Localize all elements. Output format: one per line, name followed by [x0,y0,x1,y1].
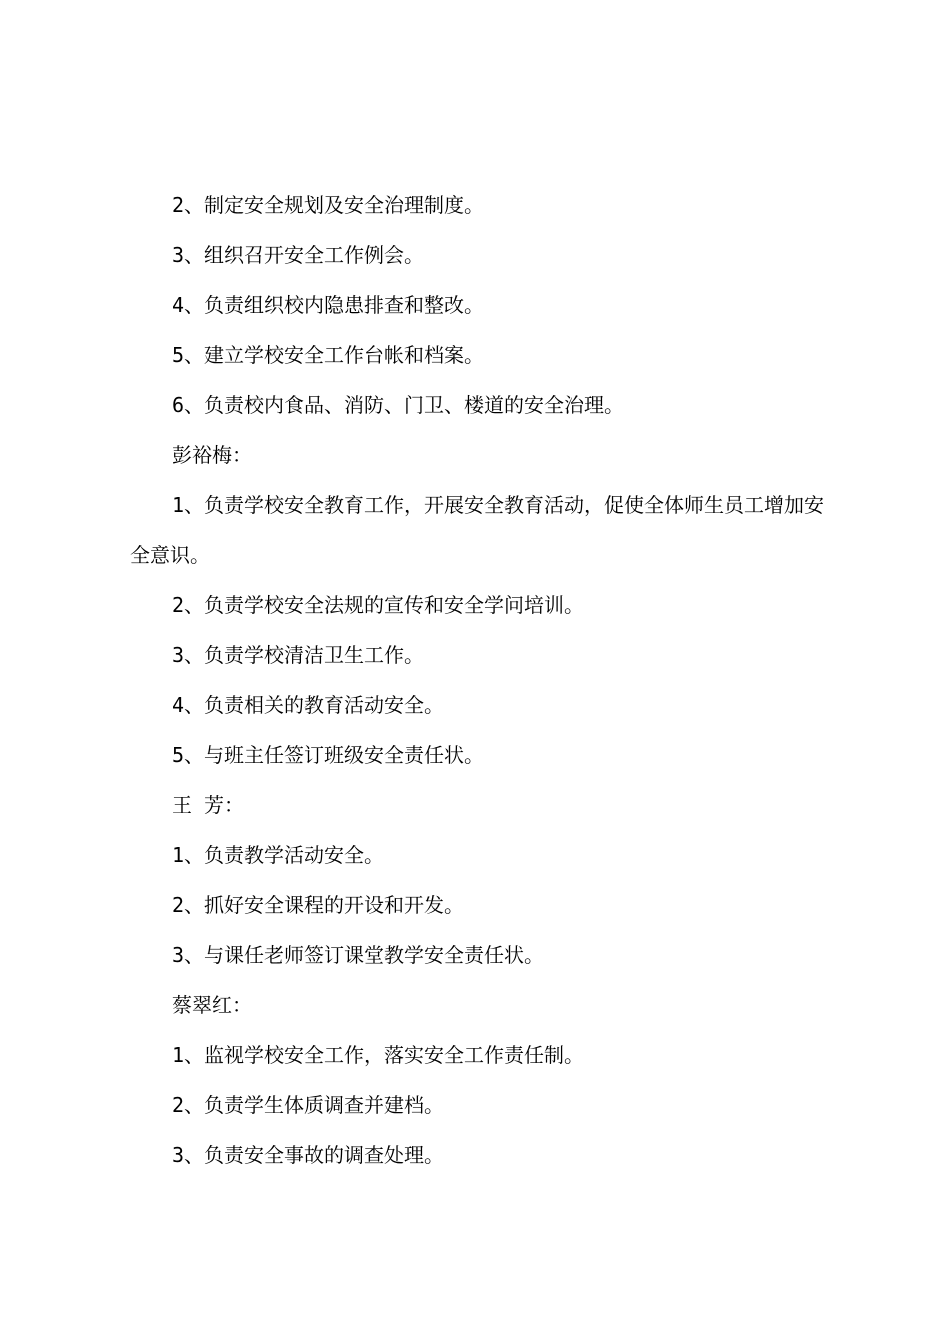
duty-item: 2、负责学生体质调查并建档。 [172,1093,445,1117]
duty-item: 3、负责安全事故的调查处理。 [172,1143,445,1167]
duty-item: 2、抓好安全课程的开设和开发。 [172,893,465,917]
duty-item: 3、与课任老师签订课堂教学安全责任状。 [172,943,545,967]
duty-item: 4、负责相关的教育活动安全。 [172,693,445,717]
duty-item: 3、负责学校清洁卫生工作。 [172,643,425,667]
duty-item: 5、建立学校安全工作台帐和档案。 [172,343,485,367]
duty-item: 4、负责组织校内隐患排查和整改。 [172,293,485,317]
document-body [130,180,830,1180]
duty-item: 1、负责学校安全教育工作，开展安全教育活动，促使全体师生员工增加安全意识。 [130,493,825,567]
duty-item: 2、制定安全规划及安全治理制度。 [172,193,485,217]
duty-item: 5、与班主任签订班级安全责任状。 [172,743,485,767]
duty-item: 3、组织召开安全工作例会。 [172,243,425,267]
person-heading: 彭裕梅： [172,443,252,467]
duty-item: 2、负责学校安全法规的宣传和安全学问培训。 [172,593,585,617]
person-heading: 王 芳： [172,793,245,817]
duty-item: 6、负责校内食品、消防、门卫、楼道的安全治理。 [172,393,625,417]
person-heading: 蔡翠红： [172,993,252,1017]
duty-item: 1、负责教学活动安全。 [172,843,385,867]
duty-item: 1、监视学校安全工作，落实安全工作责任制。 [172,1043,585,1067]
